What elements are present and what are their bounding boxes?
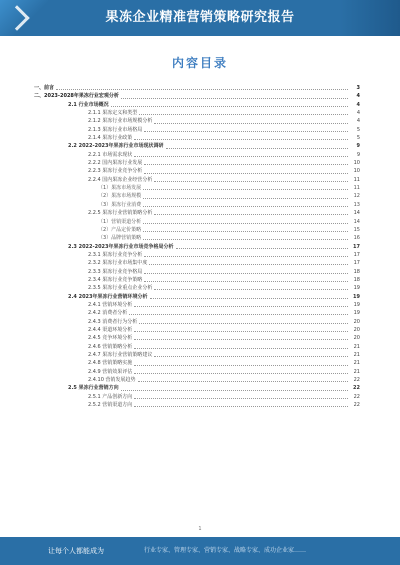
toc-leader-dots (144, 131, 348, 132)
toc-entry-page: 20 (353, 335, 360, 342)
toc-entry-page: 20 (353, 318, 360, 325)
toc-entry-page: 22 (353, 385, 360, 392)
toc-entry[interactable] (34, 218, 360, 226)
toc-entry-title: 2.1.3 果冻行业市场格局 (88, 126, 143, 133)
toc-entry[interactable] (34, 284, 360, 292)
toc-entry[interactable] (34, 92, 360, 100)
toc-entry-page: 16 (353, 235, 360, 242)
toc-leader-dots (149, 264, 348, 265)
toc-entry-page: 19 (353, 293, 360, 300)
toc-entry-page: 10 (353, 168, 360, 175)
toc-leader-dots (121, 98, 348, 99)
toc-entry-title: 2.5 果冻行业营销方向 (68, 385, 119, 392)
toc-entry-page: 11 (353, 185, 360, 192)
toc-entry-page: 3 (356, 85, 360, 91)
toc-leader-dots (154, 181, 348, 182)
toc-entry-page: 19 (353, 301, 360, 308)
toc-entry-page: 9 (356, 151, 360, 158)
toc-entry[interactable] (34, 368, 360, 376)
toc-leader-dots (144, 173, 348, 174)
toc-entry-page: 19 (353, 310, 360, 317)
toc-entry-page: 21 (353, 343, 360, 350)
toc-entry-title: 2.2.5 果冻行业营销策略分析 (88, 210, 153, 217)
toc-entry-title: 2.1.2 果冻行业市场规模分析 (88, 118, 153, 125)
footer-tagline: 行业专家、管理专家、营销专家、战略专家、成功企业家…… (144, 547, 307, 554)
toc-leader-dots (144, 281, 348, 282)
toc-entry-title: （3）品牌营销策略 (98, 235, 142, 242)
toc-entry-page: 14 (353, 218, 360, 225)
toc-leader-dots (143, 189, 348, 190)
toc-entry-title: 2.3.3 果冻行业竞争格局 (88, 268, 143, 275)
toc-leader-dots (134, 339, 348, 340)
toc-leader-dots (143, 198, 348, 199)
toc-entry-title: 2.4.4 渠道环境分析 (88, 326, 133, 333)
toc-entry-title: 2.5.1 产品创新方向 (88, 393, 133, 400)
toc-leader-dots (139, 114, 348, 115)
toc-entry-title: 2.3 2022-2023年果冻行业市场竞争格局分析 (68, 243, 174, 250)
toc-entry[interactable] (34, 393, 360, 401)
toc-entry[interactable] (34, 209, 360, 217)
toc-entry[interactable] (34, 142, 360, 150)
page-number: 1 (198, 526, 202, 532)
report-title: 果冻企业精准营销策略研究报告 (105, 10, 295, 25)
toc-leader-dots (134, 348, 348, 349)
toc-leader-dots (134, 139, 348, 140)
toc-entry-title: 2.4.8 营销策略实施 (88, 360, 133, 367)
toc-entry-title: 2.5.2 营销渠道方向 (88, 402, 133, 409)
toc-entry-page: 5 (356, 126, 360, 133)
toc-leader-dots (143, 206, 348, 207)
toc-entry[interactable] (34, 101, 360, 109)
toc-entry-page: 4 (356, 110, 360, 117)
toc-entry[interactable] (34, 326, 360, 334)
toc-entry-title: 2.4.3 消费者行为分析 (88, 318, 138, 325)
toc-entry-page: 17 (353, 260, 360, 267)
toc-entry-title: 二、2023-2028年果冻行业宏观分析 (34, 93, 119, 100)
toc-entry[interactable] (34, 384, 360, 392)
toc-entry-page: 21 (353, 360, 360, 367)
toc-leader-dots (144, 164, 348, 165)
toc-entry-title: 2.4 2023年果冻行业营销环境分析 (68, 293, 148, 300)
toc-entry[interactable] (34, 234, 360, 242)
toc-leader-dots (129, 314, 348, 315)
toc-entry-page: 17 (353, 243, 360, 250)
toc-entry[interactable] (34, 176, 360, 184)
toc-entry-page: 15 (353, 226, 360, 233)
toc-entry[interactable] (34, 293, 360, 301)
toc-entry-page: 18 (353, 276, 360, 283)
toc-entry[interactable] (34, 226, 360, 234)
toc-entry-title: 2.3.4 果冻行业竞争策略 (88, 276, 143, 283)
toc-entry-title: 2.4.6 营销策略分析 (88, 343, 133, 350)
toc-entry-page: 10 (353, 160, 360, 167)
toc-entry[interactable] (34, 184, 360, 192)
toc-entry-title: （1）果冻市场发展 (98, 185, 142, 192)
toc-entry[interactable] (34, 251, 360, 259)
toc-leader-dots (56, 89, 348, 90)
toc-entry[interactable] (34, 343, 360, 351)
toc-entry[interactable] (34, 109, 360, 117)
toc-leader-dots (138, 381, 349, 382)
toc-leader-dots (134, 306, 348, 307)
toc-entry-title: 2.4.5 竞争环境分析 (88, 335, 133, 342)
toc-leader-dots (154, 214, 348, 215)
toc-entry[interactable] (34, 167, 360, 175)
toc-entry-title: 一、前言 (34, 85, 55, 91)
toc-leader-dots (134, 406, 348, 407)
toc-entry-title: （2）产品定价策略 (98, 226, 142, 233)
footer-brand: 让每个人都能成为 (48, 547, 104, 555)
toc-leader-dots (176, 248, 348, 249)
toc-entry-page: 5 (356, 135, 360, 142)
toc-leader-dots (143, 239, 348, 240)
toc-entry-title: 2.3.2 果冻行业市场集中度 (88, 260, 148, 267)
toc-leader-dots (134, 331, 348, 332)
toc-entry-page: 13 (353, 201, 360, 208)
toc-entry-page: 21 (353, 368, 360, 375)
toc-entry-page: 19 (353, 285, 360, 292)
toc-entry-page: 11 (353, 176, 360, 183)
toc-entry-page: 20 (353, 326, 360, 333)
toc-entry[interactable] (34, 334, 360, 342)
toc-entry-title: （1）营销渠道分析 (98, 218, 142, 225)
toc-leader-dots (121, 390, 348, 391)
toc-entry-title: （3）果冻行业消费 (98, 201, 142, 208)
toc-leader-dots (150, 298, 348, 299)
toc-leader-dots (111, 106, 348, 107)
table-of-contents (34, 84, 360, 409)
toc-entry[interactable] (34, 243, 360, 251)
toc-entry-page: 9 (356, 143, 360, 150)
toc-leader-dots (143, 223, 348, 224)
toc-leader-dots (154, 356, 348, 357)
toc-entry[interactable] (34, 134, 360, 142)
toc-entry-title: 2.4.7 果冻行业营销策略建议 (88, 352, 153, 358)
toc-entry-title: 2.4.2 消费者分析 (88, 310, 128, 317)
footer-bar (0, 537, 400, 565)
toc-entry-title: 2.2.2 国内果冻行业发展 (88, 160, 143, 167)
toc-entry[interactable] (34, 276, 360, 284)
toc-leader-dots (144, 256, 348, 257)
toc-entry-title: 2.4.10 营销发展趋势 (88, 377, 136, 384)
toc-entry[interactable] (34, 301, 360, 309)
toc-entry-page: 4 (356, 93, 360, 100)
toc-heading: 内容目录 (171, 56, 228, 70)
toc-entry-page: 4 (356, 101, 360, 108)
toc-entry-title: 2.2.1 市场需求现状 (88, 151, 133, 158)
toc-leader-dots (134, 156, 348, 157)
toc-entry[interactable] (34, 309, 360, 317)
toc-entry-title: 2.1 行业市场概况 (68, 101, 109, 108)
toc-entry[interactable] (34, 117, 360, 125)
toc-entry-page: 22 (353, 402, 360, 409)
toc-entry-title: 2.2.3 果冻行业竞争分析 (88, 168, 143, 175)
toc-leader-dots (166, 148, 348, 149)
toc-entry-page: 18 (353, 268, 360, 275)
toc-entry[interactable] (34, 259, 360, 267)
toc-entry-title: 2.1.1 果冻定义和类型 (88, 110, 138, 117)
toc-entry-title: 2.2.4 国内果冻企业经营分析 (88, 176, 153, 183)
toc-entry[interactable] (34, 401, 360, 409)
toc-entry-page: 12 (353, 193, 360, 200)
toc-leader-dots (143, 231, 348, 232)
toc-entry[interactable] (34, 84, 360, 92)
toc-leader-dots (154, 289, 348, 290)
toc-entry[interactable] (34, 359, 360, 367)
toc-entry-page: 22 (353, 393, 360, 400)
toc-entry[interactable] (34, 126, 360, 134)
toc-entry-title: 2.4.9 营销效果评估 (88, 368, 133, 375)
toc-entry[interactable] (34, 201, 360, 209)
toc-leader-dots (154, 123, 348, 124)
toc-entry-title: 2.1.4 果冻行业政策 (88, 135, 133, 142)
toc-entry[interactable] (34, 151, 360, 159)
toc-entry-title: 2.2 2022-2023年果冻行业市场现状调研 (68, 143, 164, 150)
toc-leader-dots (134, 398, 348, 399)
toc-entry[interactable] (34, 192, 360, 200)
header-bar (0, 0, 400, 36)
toc-leader-dots (139, 323, 348, 324)
toc-entry[interactable] (34, 159, 360, 167)
toc-entry-page: 17 (353, 251, 360, 258)
toc-entry[interactable] (34, 351, 360, 359)
toc-entry-page: 21 (353, 352, 360, 358)
toc-entry-page: 22 (353, 377, 360, 384)
toc-entry[interactable] (34, 376, 360, 384)
toc-leader-dots (134, 373, 348, 374)
toc-entry-title: 2.4.1 营销环境分析 (88, 301, 133, 308)
toc-entry-page: 14 (353, 210, 360, 217)
toc-leader-dots (144, 273, 348, 274)
toc-entry[interactable] (34, 268, 360, 276)
toc-entry[interactable] (34, 318, 360, 326)
toc-entry-title: 2.3.5 果冻行业重点企业分析 (88, 285, 153, 292)
toc-entry-title: 2.3.1 果冻行业竞争分析 (88, 251, 143, 258)
toc-entry-page: 4 (356, 118, 360, 125)
toc-leader-dots (134, 365, 348, 366)
toc-entry-title: （2）果冻市场规模 (98, 193, 142, 200)
